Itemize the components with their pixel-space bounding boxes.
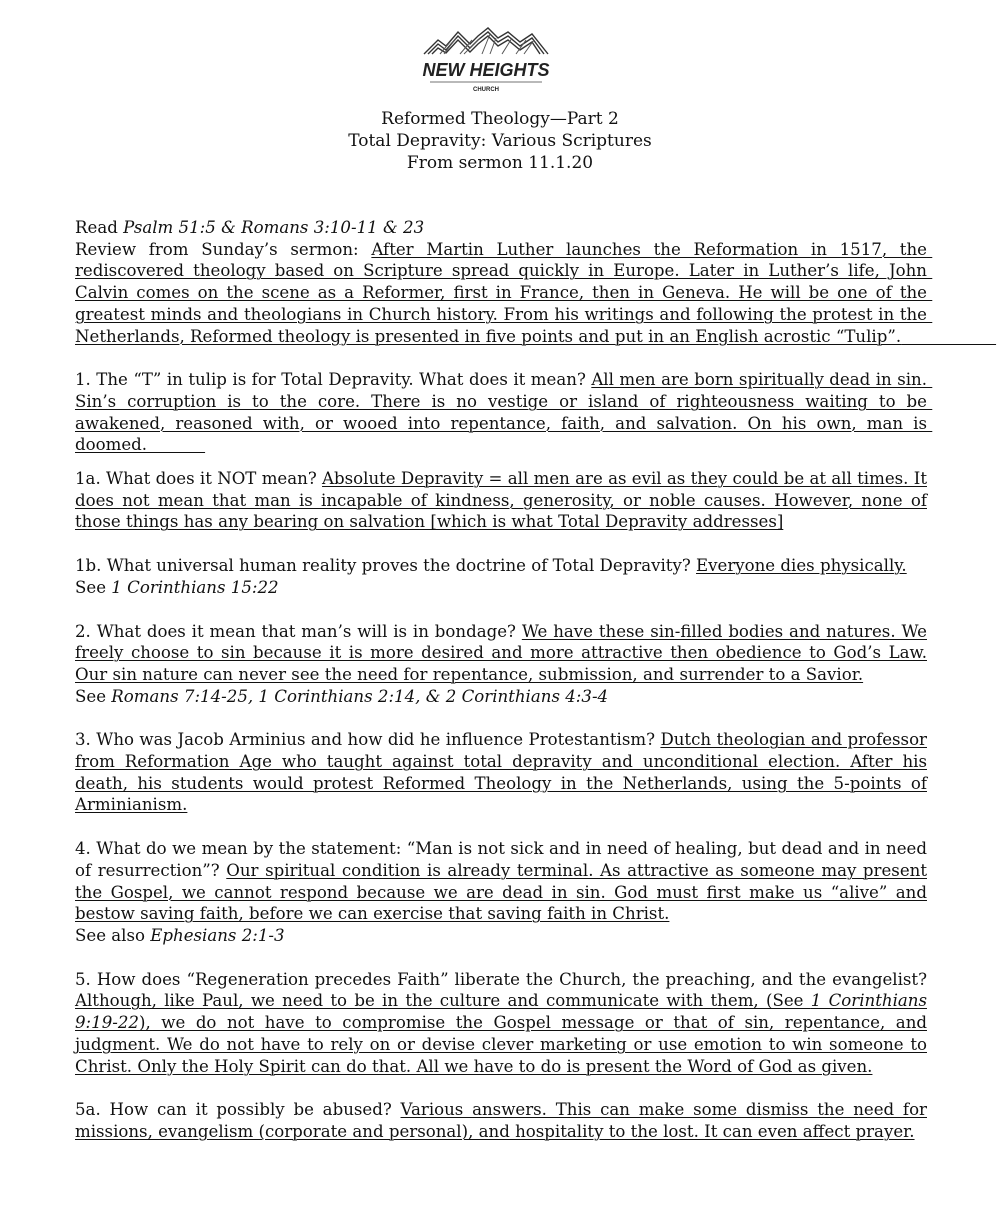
question-4-text: 4. What do we mean by the statement: “Man is not sick and in need of healing, but dead and in need of resurrection”? (75, 839, 927, 880)
see-1b-refs: 1 Corinthians 15:22 (111, 577, 279, 597)
answer-4: Our spiritual condition is already terminal. As attractive as someone may present the Gospel, we cannot respond because we are dead in sin. God must first make us “alive” and bestow saving faith, before we can exercise that saving faith in Christ. (75, 860, 927, 924)
question-5-text: 5. How does “Regeneration precedes Faith” liberate the Church, the preaching, and the evangelist? (75, 969, 927, 989)
question-1b-text: 1b. What universal human reality proves the doctrine of Total Depravity? (75, 556, 697, 576)
read-refs: Psalm 51:5 & Romans 3:10-11 & 23 (123, 218, 425, 237)
answer-1a: Absolute Depravity = all men are as evil as they could be at all times. It does not mean that man is incapable of kindness, generosity, or noble causes. However, none of those things has any bearing on salvation [which is what Total Depravity addresses] (75, 469, 927, 532)
answer-3: Dutch theologian and professor from Reformation Age who taught against total depravity and unconditional election. After his death, his students would protest Reformed Theology in the Netherlands, using the 5-points of Arminianism. (75, 730, 927, 815)
question-1a (75, 468, 927, 533)
read-label: Read (75, 218, 124, 237)
document-header (0, 108, 1000, 174)
answer-5-ref: 1 Corinthians 9:19-22 (75, 991, 927, 1033)
question-3-text: 3. Who was Jacob Arminius and how did he influence Protestantism? (75, 730, 661, 750)
answer-5-part1: Although, like Paul, we need to be in the culture and communicate with them, (See (75, 991, 811, 1011)
answer-5 (75, 991, 927, 1075)
see-4-refs: Ephesians 2:1-3 (150, 925, 285, 945)
question-1b (75, 555, 927, 577)
see-4 (75, 925, 927, 947)
see-label: See also (75, 925, 151, 945)
question-1a-text: 1a. What does it NOT mean? (75, 469, 323, 489)
logo-sub-text: CHURCH (473, 87, 499, 93)
see-label: See (75, 686, 112, 706)
see-1b (75, 577, 927, 599)
question-3 (75, 729, 927, 816)
see-2 (75, 686, 927, 708)
question-5a-text: 5a. How can it possibly be abused? (75, 1100, 401, 1120)
question-2 (75, 621, 927, 686)
answer-5a: Various answers. This can make some dismiss the need for missions, evangelism (corporate and personal), and hospitality to the lost. It can even affect prayer. (75, 1100, 927, 1141)
mountain-logo-icon (420, 24, 552, 98)
header-date: From sermon 11.1.20 (406, 153, 594, 173)
header-subtitle: Total Depravity: Various Scriptures (348, 131, 652, 151)
see-label: See (75, 577, 112, 597)
question-2-text: 2. What does it mean that man’s will is in bondage? (75, 621, 522, 641)
review-answer: After Martin Luther launches the Reformation in 1517, the rediscovered theology based on Scripture spread quickly in Europe. Later in Luther’s life, John Calvin comes on the scene as a Reformer, first in France, then in Geneva. He will be one of the greatest minds and theologians in Church history. From his writings and following the protest in the Netherlands, Reformed theology is presented in five points and put in an English acrostic “Tulip”. (75, 239, 997, 346)
document-body (75, 217, 997, 1143)
read-line (75, 217, 927, 239)
logo-name-text: NEW HEIGHTS (422, 60, 550, 80)
question-1-text: 1. The “T” in tulip is for Total Depravity. What does it mean? (75, 370, 592, 390)
answer-5-part2: ), we do not have to compromise the Gospel message or that of sin, repentance, and judgment. We do not have to rely on or devise clever marketing or use emotion to win someone to Christ. Only the Holy Spirit can do that. All we have to do is present the Word of God as given. (75, 1013, 927, 1076)
question-1 (75, 369, 933, 456)
review-label: Review from Sunday’s sermon: (75, 239, 372, 259)
question-5a (75, 1099, 927, 1142)
see-2-refs: Romans 7:14-25, 1 Corinthians 2:14, & 2 Corinthians 4:3-4 (111, 686, 609, 706)
church-logo (420, 24, 552, 98)
question-5 (75, 969, 927, 1078)
review-paragraph (75, 239, 997, 348)
header-title: Reformed Theology—Part 2 (381, 109, 619, 129)
answer-2: We have these sin-filled bodies and natures. We freely choose to sin because it is more desired and more attractive then obedience to God’s Law. Our sin nature can never see the need for repentance, submission, and surrender to a Savior. (75, 621, 927, 684)
answer-1b: Everyone dies physically. (696, 556, 907, 576)
question-4 (75, 838, 927, 925)
answer-1: All men are born spiritually dead in sin. Sin’s corruption is to the core. There is no vestige or island of righteousness waiting to be awakened, reasoned with, or wooed into repentance, faith, and salvation. On his own, man is doomed. (75, 370, 933, 455)
